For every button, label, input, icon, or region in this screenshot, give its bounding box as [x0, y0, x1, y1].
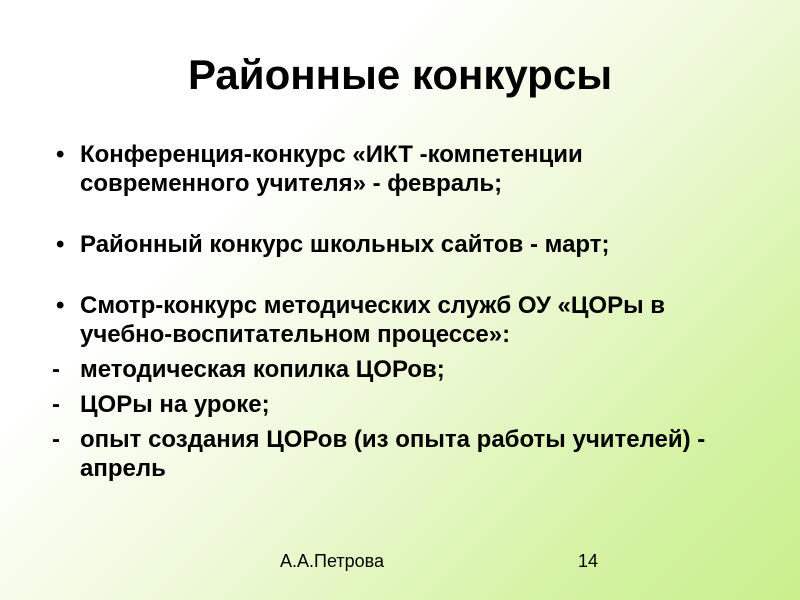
- list-item-text: Смотр-конкурс методических служб ОУ «ЦОРы в учебно-воспитательном процессе»:: [80, 292, 666, 348]
- footer-author: А.А.Петрова: [280, 551, 385, 571]
- bullet-marker: •: [56, 141, 65, 168]
- list-item-text: ЦОРы на уроке;: [80, 391, 270, 418]
- bullet-marker: •: [56, 231, 65, 258]
- list-item: [40, 230, 740, 259]
- dash-marker: -: [52, 391, 60, 418]
- list-item-text: Конференция-конкурс «ИКТ -компетенции современного учителя» - февраль;: [80, 141, 583, 197]
- slide-title: Районные конкурсы: [187, 51, 613, 98]
- bullet-list: [40, 140, 740, 483]
- list-item: [40, 355, 740, 384]
- list-item: [40, 425, 740, 483]
- dash-marker: -: [52, 426, 60, 453]
- list-item-text: Районный конкурс школьных сайтов - март;: [80, 231, 610, 258]
- page-number: 14: [578, 551, 599, 571]
- list-item: [40, 140, 740, 198]
- list-item: [40, 390, 740, 419]
- list-item-text: методическая копилка ЦОРов;: [80, 356, 445, 383]
- bullet-marker: •: [56, 292, 65, 319]
- list-item-text: опыт создания ЦОРов (из опыта работы учителей) - апрель: [80, 426, 706, 482]
- list-item: [40, 291, 740, 349]
- dash-marker: -: [52, 356, 60, 383]
